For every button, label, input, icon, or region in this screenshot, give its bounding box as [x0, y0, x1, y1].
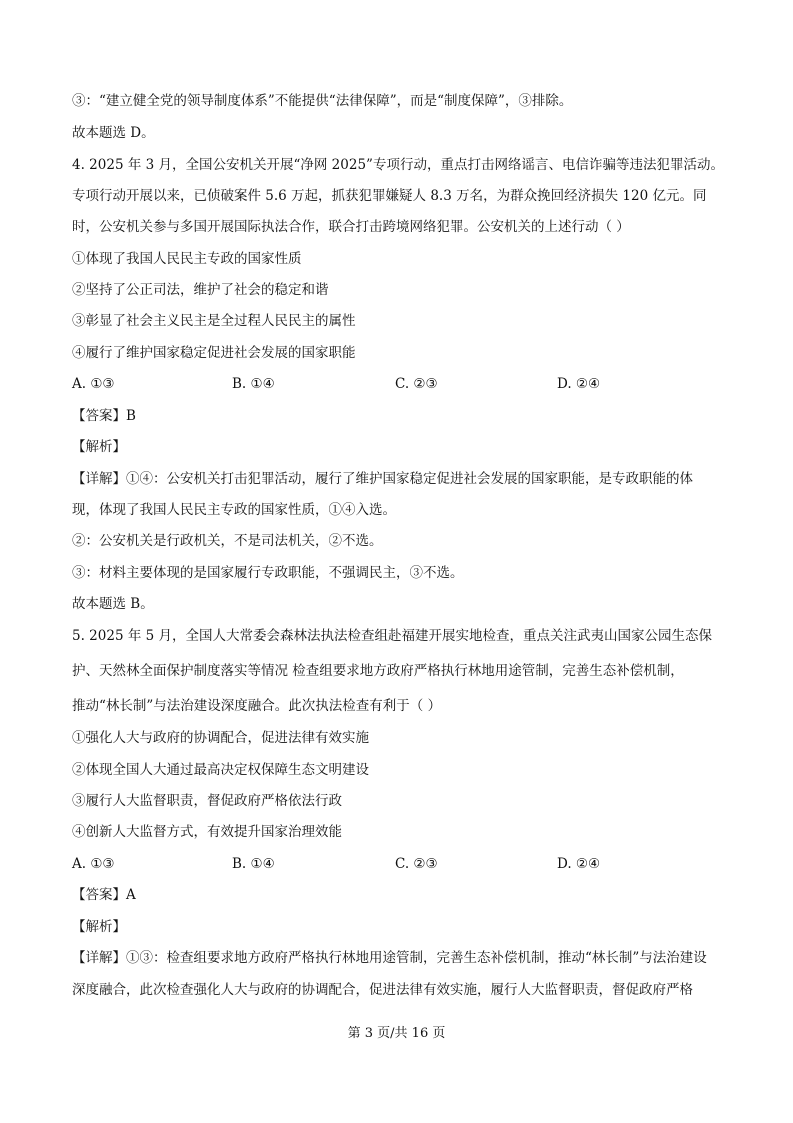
- q4-stem-line-3: 时，公安机关参与多国开展国际执法合作，联合打击跨境网络犯罪。公安机关的上述行动（ ）: [72, 219, 630, 235]
- q5-item-3: ③履行人大监督职责，督促政府严格依法行政: [72, 793, 342, 809]
- q4-item-2: ②坚持了公正司法，维护了社会的稳定和谐: [72, 282, 329, 298]
- q4-option-c[interactable]: C. ②③: [395, 376, 438, 392]
- q4-stem-line-2: 专项行动开展以来，已侦破案件 5.6 万起，抓获犯罪嫌疑人 8.3 万名，为群众挽回经济损失 120 亿元。同: [72, 188, 707, 204]
- q4-conclusion: 故本题选 B。: [72, 596, 154, 612]
- q4-item-4: ④履行了维护国家稳定促进社会发展的国家职能: [72, 345, 356, 361]
- q4-detail-line-1: 【详解】①④：公安机关打击犯罪活动，履行了维护国家稳定促进社会发展的国家职能，是专政职能的体: [72, 471, 693, 487]
- q5-item-1: ①强化人大与政府的协调配合，促进法律有效实施: [72, 730, 369, 746]
- q4-detail-line-3: ②：公安机关是行政机关，不是司法机关，②不选。: [72, 533, 383, 549]
- q5-answer: 【答案】A: [72, 887, 136, 903]
- q5-item-4: ④创新人大监督方式，有效提升国家治理效能: [72, 824, 342, 840]
- q4-option-a[interactable]: A. ①③: [72, 376, 115, 392]
- page-footer: 第 3 页/共 16 页: [347, 1026, 446, 1041]
- q3-analysis-line: ③：“建立健全党的领导制度体系”不能提供“法律保障”，而是“制度保障”，③排除。: [72, 93, 573, 109]
- q5-item-2: ②体现全国人大通过最高决定权保障生态文明建设: [72, 762, 369, 778]
- q4-analysis-label: 【解析】: [72, 439, 126, 455]
- q5-option-c[interactable]: C. ②③: [395, 856, 438, 872]
- q5-stem-line-1: 5. 2025 年 5 月，全国人大常委会森林法执法检查组赴福建开展实地检查，重点关注武夷山国家公园生态保: [72, 628, 712, 644]
- q4-item-1: ①体现了我国人民民主专政的国家性质: [72, 251, 302, 267]
- q3-conclusion: 故本题选 D。: [72, 125, 155, 141]
- q5-detail-line-2: 深度融合，此次检查强化人大与政府的协调配合，促进法律有效实施，履行人大监督职责，督促政府严格: [72, 982, 693, 998]
- q4-detail-line-4: ③：材料主要体现的是国家履行专政职能，不强调民主，③不选。: [72, 565, 464, 581]
- q5-analysis-label: 【解析】: [72, 919, 126, 935]
- q5-detail-line-1: 【详解】①③：检查组要求地方政府严格执行林地用途管制，完善生态补偿机制，推动“林长制”与法治建设: [72, 950, 707, 966]
- q5-stem-line-3: 推动“林长制”与法治建设深度融合。此次执法检查有利于（ ）: [72, 698, 442, 714]
- q4-stem-line-1: 4. 2025 年 3 月，全国公安机关开展“净网 2025”专项行动，重点打击网络谣言、电信诈骗等违法犯罪活动。: [72, 157, 724, 173]
- q5-option-b[interactable]: B. ①④: [232, 856, 275, 872]
- q5-option-a[interactable]: A. ①③: [72, 856, 115, 872]
- q4-detail-line-2: 现，体现了我国人民民主专政的国家性质，①④入选。: [72, 502, 396, 518]
- q4-answer: 【答案】B: [72, 408, 136, 424]
- q4-option-b[interactable]: B. ①④: [232, 376, 275, 392]
- q5-stem-line-2: 护、天然林全面保护制度落实等情况 检查组要求地方政府严格执行林地用途管制，完善生态补偿机制，: [72, 663, 684, 679]
- q4-option-d[interactable]: D. ②④: [557, 376, 601, 392]
- q4-item-3: ③彰显了社会主义民主是全过程人民民主的属性: [72, 313, 356, 329]
- q5-option-d[interactable]: D. ②④: [557, 856, 601, 872]
